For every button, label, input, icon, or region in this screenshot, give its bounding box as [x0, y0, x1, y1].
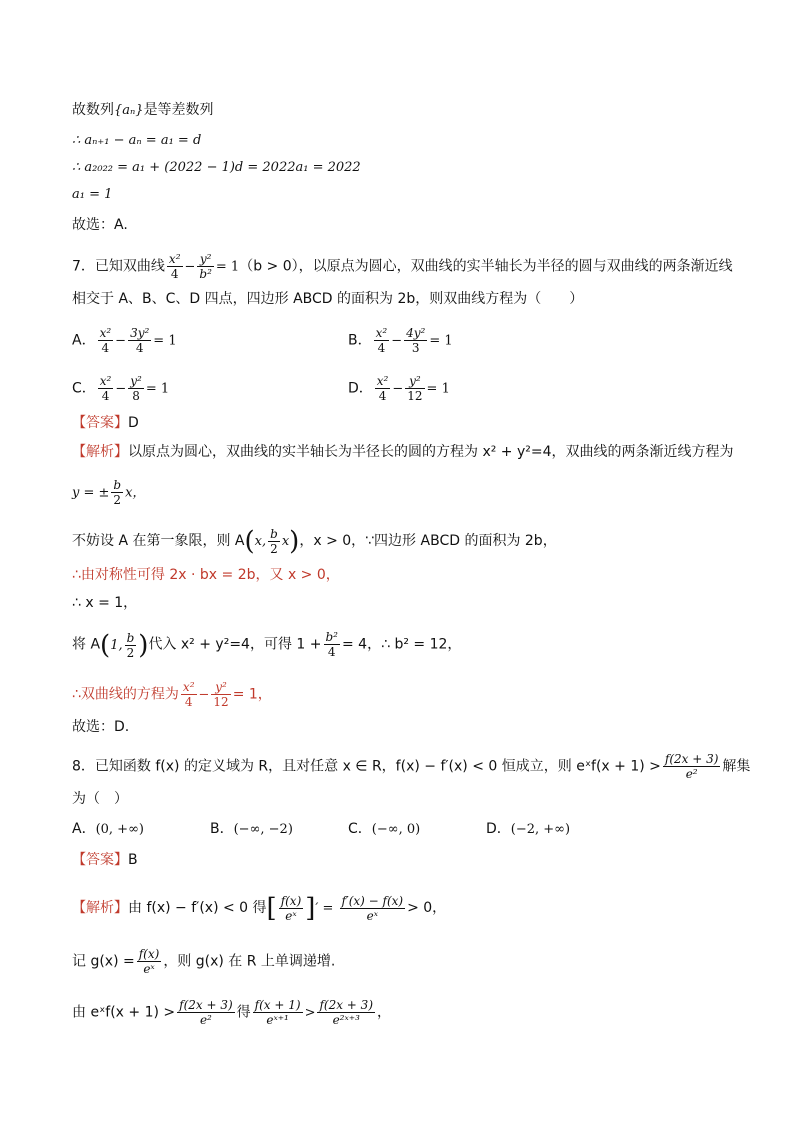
frac-den: eˣ [285, 909, 297, 923]
q7-number: 7．已知双曲线 [72, 258, 165, 275]
q8-option-d[interactable] [486, 820, 570, 839]
q8-text: 解集 [722, 758, 751, 775]
frac-den: eˣ [366, 909, 378, 923]
option-text: (−∞, 0) [371, 822, 421, 837]
text: 代入 x² + y²=4，可得 1 + [148, 636, 322, 653]
frac-den: e² [199, 1013, 212, 1027]
option-label: B． [210, 821, 234, 837]
asymptote-prefix: y = ± [72, 485, 110, 501]
text: > 0， [407, 900, 447, 916]
text: 不妨设 A 在第一象限，则 A [72, 533, 245, 549]
text: ∴双曲线的方程为 [72, 686, 179, 703]
frac-num: f(2x + 3) [179, 998, 233, 1012]
q8-line2: 为（ ） [72, 791, 128, 807]
text: 是等差数列 [143, 102, 214, 118]
q7-analysis-4: ∴由对称性可得 2x · bx = 2b，又 x > 0， [72, 567, 340, 583]
answer-tag: 【答案】 [72, 852, 128, 868]
text: = 1， [232, 686, 272, 703]
q8-analysis-1: 【解析】由 f(x) − f′(x) < 0 得[ $\frac{f(x)}{\text{eˣ}}$ ]′ = $\frac{f'(x) - f(x)}{\text{eˣ}}$ > 0， [72, 893, 447, 924]
q8-line1 [72, 752, 750, 781]
q8-option-b[interactable] [210, 820, 293, 839]
text: 得 [236, 1004, 251, 1021]
analysis-tag: 【解析】 [72, 444, 128, 460]
analysis-text: 以原点为圆心，双曲线的实半轴长为半径长的圆的方程为 x² + y²=4，双曲线的两条渐近线方程为 [128, 444, 734, 460]
choose-6: 故选：A. [72, 217, 128, 233]
equation-1: ∴ aₙ₊₁ − aₙ = a₁ = d [72, 133, 202, 148]
q7-option-a[interactable]: A． $\frac{\text{x²}}{4}$ − $\frac{\text{3y²}}{4}$ = 1 [72, 326, 177, 355]
q8-text: 8．已知函数 f(x) 的定义域为 R，且对任意 x ∈ R，f(x) − f′(x) < 0 恒成立，则 eˣf(x + 1) > [72, 758, 661, 775]
option-label: B． [348, 332, 372, 349]
frac-num: f(x + 1) [254, 998, 301, 1012]
option-label: C． [72, 380, 96, 397]
opt-den: 12 [407, 389, 423, 403]
frac-num: f(x) [280, 894, 302, 908]
frac-num: f′(x) − f(x) [341, 894, 404, 908]
seq-symbol: {aₙ} [114, 103, 144, 118]
text: ，则 g(x) 在 R 上单调递增. [163, 953, 336, 970]
answer-value: B [128, 852, 138, 868]
option-label: D． [348, 380, 373, 397]
q8-analysis-2 [72, 947, 335, 976]
answer-tag: 【答案】 [72, 415, 128, 431]
option-text: (−∞, −2) [233, 822, 293, 837]
equation-2: ∴ a₂₀₂₂ = a₁ + (2022 − 1)d = 2022a₁ = 2022 [72, 160, 361, 175]
opt-num: y² [130, 374, 142, 388]
text: = 4，∴ b² = 12， [342, 636, 462, 653]
text: ， [377, 1004, 391, 1021]
equation-3: a₁ = 1 [72, 187, 113, 202]
q8-answer [72, 851, 138, 869]
q8-option-a[interactable] [72, 820, 144, 839]
text: 记 g(x) = [72, 953, 135, 970]
q7-condition: （b > 0），以原点为圆心，双曲线的实半轴长为半径的圆与双曲线的两条渐近线 [239, 258, 733, 275]
q7-line2: 相交于 A、B、C、D 四点，四边形 ABCD 的面积为 2b，则双曲线方程为（ ） [72, 291, 584, 307]
opt-num: 3y² [130, 326, 150, 340]
q7-analysis-3: 不妨设 A 在第一象限，则 A(x, $\frac{b}{2}$ x)，x > 0，∵四边形 ABCD 的面积为 2b， [72, 526, 557, 557]
q8-analysis-3: 由 eˣf(x + 1) > $\frac{f(2x + 3)}{\text{e²}}$ 得 $\frac{f(x + 1)}{\text{eˣ⁺¹}}$ > $\frac{f(2x + 3)}{\text{e²ˣ⁺³}}$ ， [72, 998, 391, 1027]
text: 将 A [72, 636, 101, 653]
q7-analysis-2: y = ± $\frac{b}{2}$ x， [72, 478, 146, 507]
q7-line1: 7．已知双曲线 $\frac{\text{x²}}{4}$ − $\frac{\text{y²}}{\text{b²}}$ = 1（b > 0），以原点为圆心，双曲线的实半轴长为半径的圆与双曲线的两条渐近线 [72, 252, 733, 281]
option-text: (−2, +∞) [510, 822, 571, 837]
choose-7: 故选：D. [72, 719, 130, 735]
q7-answer [72, 414, 139, 432]
frac-den: e² [685, 767, 698, 781]
opt-den: 8 [132, 389, 140, 403]
frac-den: eˣ⁺¹ [266, 1013, 289, 1027]
option-label: A． [72, 332, 96, 349]
frac-num: f(2x + 3) [319, 998, 373, 1012]
q8-option-c[interactable] [348, 820, 420, 839]
opt-num: y² [405, 374, 424, 389]
q7-option-c[interactable]: C． $\frac{\text{x²}}{4}$ − $\frac{\text{y²}}{8}$ = 1 [72, 374, 170, 403]
q7-option-d[interactable]: D． $\frac{\text{x²}}{4}$ − $\frac{\text{y²}}{12}$ = 1 [348, 374, 450, 403]
option-label: A． [72, 821, 96, 837]
text: ，x > 0，∵四边形 ABCD 的面积为 2b， [299, 533, 557, 549]
option-text: (0, +∞) [95, 822, 144, 837]
seq-conclusion [72, 101, 214, 120]
opt-den: 4 [135, 341, 144, 355]
text: 由 f(x) − f′(x) < 0 得 [128, 900, 267, 916]
frac-x2-4: $\frac{\text{x²}}{4}$ [168, 252, 181, 281]
opt-num: 4y² [406, 326, 426, 340]
q7-option-b[interactable]: B． $\frac{\text{x²}}{4}$ − $\frac{\text{4y²}}{3}$ = 1 [348, 326, 453, 355]
analysis-tag: 【解析】 [72, 900, 128, 916]
q7-analysis-7: ∴双曲线的方程为 $\frac{\text{x²}}{4}$ − $\frac{\text{y²}}{12}$ = 1， [72, 680, 272, 709]
frac-num: f(2x + 3) [664, 752, 719, 766]
option-label: D． [486, 821, 511, 837]
text: 由 eˣf(x + 1) > [72, 1004, 176, 1021]
answer-value: D [128, 415, 139, 431]
frac-num: f(x) [138, 947, 160, 961]
opt-den: 3 [411, 341, 420, 355]
text: 故数列 [72, 102, 114, 118]
q7-analysis-6: 将 A(1, $\frac{b}{2}$ )代入 x² + y²=4，可得 1 + $\frac{\text{b²}}{4}$ = 4，∴ b² = 12， [72, 630, 462, 660]
frac-den: e²ˣ⁺³ [332, 1013, 360, 1027]
frac-y2-b2: $\frac{\text{y²}}{\text{b²}}$ [199, 252, 212, 281]
asymptote-x: x， [125, 485, 146, 501]
frac-den: eˣ [143, 962, 155, 976]
option-label: C． [348, 821, 372, 837]
q7-analysis-1 [72, 443, 734, 461]
q7-analysis-5: ∴ x = 1， [72, 595, 138, 611]
